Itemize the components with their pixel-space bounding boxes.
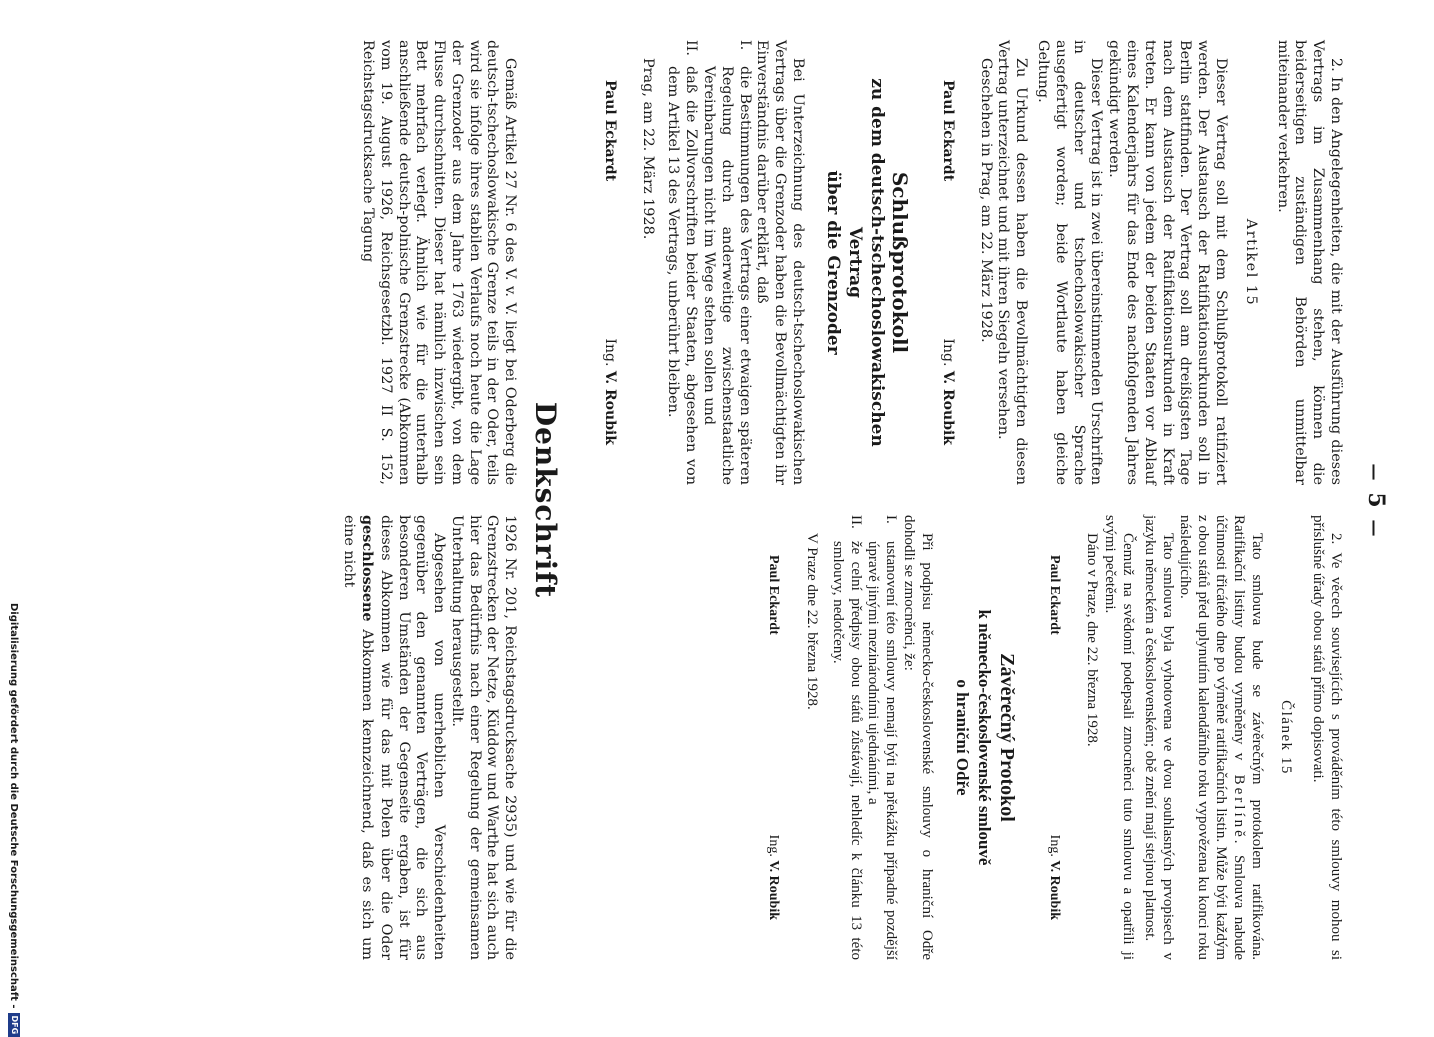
denkschrift-column-1 <box>339 40 518 485</box>
de-sig-name: V. Roubik <box>939 370 956 445</box>
cz-protocol-intro: Při podpisu německo-československé smlouvy o hraniční Odře dohodli se zmocněnci, že: <box>901 515 935 960</box>
cz-protocol-subtitle-1: k německo-československé smlouvě <box>974 609 994 866</box>
de-signature-eckardt: Paul Eckardt <box>939 80 956 182</box>
de-signature2-roubik <box>600 338 618 445</box>
de-protocol-item-1 <box>699 40 752 485</box>
cz-signature-roubik <box>1045 835 1063 920</box>
cz-sig2-prefix: Ing. <box>766 834 782 857</box>
denkschrift-col2-para2-bold: geschlossene <box>358 515 376 622</box>
de-sig2-name: V. Roubik <box>601 370 618 445</box>
de-witness-clause: Zu Urkund dessen haben die Bevollmächtigten diesen Vertrag unterzeichnet und mit ihren Siegeln versehen. <box>995 40 1030 485</box>
cz-item2-text: že celní předpisy obou států zůstávají, nehledíc k článku 13 této smlouvy, nedotčeny. <box>829 541 864 960</box>
de-protocol-subtitle-2: über die Grenzoder <box>823 170 844 355</box>
cz-signatures-2 <box>764 555 782 920</box>
cz-signature2-roubik <box>764 835 782 920</box>
cz-dated-2: V Praze dne 22. března 1928. <box>804 533 821 710</box>
de-item1-number: I. <box>736 40 753 51</box>
cz-protocol-subtitle-2: o hraniční Odře <box>952 679 972 796</box>
cz-art14-para2: 2. Ve věcech souvisejících s prováděním této smlouvy mohou si příslušné úřady obou států přímo dopisovati. <box>1310 515 1344 960</box>
de-protocol-title: Schlußprotokoll <box>888 171 913 354</box>
denkschrift-col2-para2-b: Abkommen kennzeichnend, daß es sich um eine nicht <box>341 515 375 960</box>
cz-signature-eckardt: Paul Eckardt <box>1046 555 1062 635</box>
page-number-dash-right: — <box>1364 519 1384 537</box>
cz-art15-para1-a: Tato smlouva bude se závěrečným protokolem ratifikována. Ratifikační listiny budou vyměněny <box>1230 515 1265 960</box>
cz-art15-city: v Berlíně. <box>1230 752 1247 847</box>
de-art14-para2: 2. In den Angelegenheiten, die mit der Ausführung dieses Vertrags im Zusammenhang stehen, können die beiderseitigen zuständigen Behörden unmittelbar miteinander verkehren. <box>1274 40 1344 485</box>
denkschrift-body <box>339 40 518 960</box>
de-protocol-intro: Bei Unterzeichnung des deutsch-tschechoslowakischen Vertrags über die Grenzoder haben die Bevollmächtigten ihr Einverständnis darüber erklärt, daß <box>754 40 807 485</box>
cz-protocol-item-1 <box>864 515 900 960</box>
de-signatures <box>938 80 956 445</box>
cz-item1-text: ustanovení této smlouvy nemají býti na překážku případné pozdější úpravě jinými mezinárodními ujednáními, a <box>865 541 900 960</box>
cz-art15-para2: Tato smlouva byla vyhotovena ve dvou souhlasných prvopisech v jazyku německém a československém; obě znění mají stejnou platnost. <box>1141 515 1176 960</box>
cz-witness-clause: Čemuž na svědomí podepsali zmocněnci tuto smlouvu a opatřili ji svými pečetěmi. <box>1102 515 1137 960</box>
document-page <box>110 0 1400 1000</box>
cz-item2-number: II. <box>847 515 864 529</box>
cz-art15-heading: Článek 15 <box>1278 700 1295 775</box>
page-number-value: 5 <box>1363 492 1389 508</box>
de-protocol-subtitle-1: zu dem deutsch-tschechoslowakischen Vertrag <box>845 78 888 447</box>
de-art15-para1: Dieser Vertrag soll mit dem Schlußprotokoll ratifiziert werden. Der Austausch der Ratifikationsurkunden soll in Berlin stattfinden. Der Vertrag soll am dreißigsten Tage nach dem Austausch der Ratifikationsurkunden in Kraft treten. Er kann von jedem der beiden Staaten vor Ablauf eines Kalenderjahrs für das Ende des nachfolgenden Jahres gekündigt werden. <box>1106 40 1230 485</box>
denkschrift-col2-para1: 1926 Nr. 201, Reichstagsdrucksache 2935) und wie für die Grenzstrecken der Netze, Küddow und Warthe hat sich auch hier das Bedürfnis nach einer Regelung der gemeinsamen Unterhaltung herausgestellt. <box>448 515 519 960</box>
de-signature-roubik <box>938 338 956 445</box>
cz-signature2-eckardt: Paul Eckardt <box>766 555 782 635</box>
cz-art15-para1 <box>1176 515 1265 960</box>
czech-column <box>576 515 1344 960</box>
cz-dated: Dáno v Praze, dne 22. března 1928. <box>1084 533 1101 747</box>
digitization-footer-text: Digitalisierung gefördert durch die Deutsche Forschungsgemeinschaft - <box>8 603 19 1009</box>
denkschrift-column-2 <box>339 515 518 960</box>
cz-signatures <box>1045 555 1063 920</box>
page-number <box>1354 40 1389 960</box>
de-item2-text: daß die Zollvorschriften beider Staaten, abgesehen von dem Artikel 13 des Vertrags, unberührt bleiben. <box>665 66 700 485</box>
dfg-logo: DFG <box>8 1013 20 1037</box>
cz-sig-prefix: Ing. <box>1046 834 1062 857</box>
cz-art15-para1-b: Smlouva nabude účinnosti třicátého dne po výměně ratifikačních listin. Může býti každým z obou států před uplynutím kalendářního roku vypovězena ku konci roku následujícího. <box>1177 515 1247 961</box>
de-dated-2: Prag, am 22. März 1928. <box>639 58 656 240</box>
de-item1-text: die Bestimmungen des Vertrags einer etwaigen späteren Regelung durch anderweitige zwischenstaatliche Vereinbarungen nicht im Wege stehen sollen und <box>701 66 753 485</box>
de-sig-prefix: Ing. <box>939 338 956 367</box>
cz-protocol-item-2 <box>828 515 864 960</box>
de-art15-para2: Dieser Vertrag ist in zwei übereinstimmenden Urschriften in deutscher und tschechoslowakischer Sprache ausgefertigt worden; beide Wortlaute haben gleiche Geltung. <box>1035 40 1105 485</box>
denkschrift-col1-para1: Gemäß Artikel 27 Nr. 6 des V. v. V. liegt bei Oderberg die deutsch-tschechoslowakische Grenze teils in der Oder, teils wird sie infolge ihres stabilen Verlaufs noch heute die Lage der Grenzoder aus dem Jahre 1763 wiedergibt, von dem Flusse durchschnitten. Dieser hat nämlich inzwischen sein Bett mehrfach verlegt. Ähnlich wie für die unterhalb anschließende deutsch-polnische Grenzstrecke (Abkommen vom 19. August 1926, Reichsgesetzbl. 1927 II S. 152, Reichstagsdrucksache Tagung <box>359 40 519 485</box>
german-column <box>576 40 1344 485</box>
parallel-columns <box>576 40 1344 960</box>
cz-sig2-name: V. Roubik <box>766 860 782 920</box>
denkschrift-title: Denkschrift <box>529 401 563 599</box>
de-item2-number: II. <box>683 40 700 56</box>
de-dated: Geschehen in Prag, am 22. März 1928. <box>977 58 994 343</box>
de-signatures-2 <box>600 80 618 445</box>
digitization-footer <box>0 603 20 1035</box>
digitization-footer-text-wrap <box>6 603 20 1035</box>
cz-protocol-title: Závěrečný Protokol <box>995 653 1018 822</box>
de-protocol-item-2 <box>664 40 700 485</box>
cz-sig-name: V. Roubik <box>1046 860 1062 920</box>
de-signature2-eckardt: Paul Eckardt <box>601 80 618 182</box>
de-art15-heading: Artikel 15 <box>1242 218 1259 307</box>
cz-item1-number: I. <box>883 515 900 524</box>
denkschrift-col2-para2-a: Abgesehen von unerheblichen Verschiedenheiten gegenüber den genannten Verträgen, die sich aus besonderen Umständen der Gegenseite ergaben, ist für dieses Abkommen wie für das mit Polen über die Oder <box>377 515 448 960</box>
de-sig2-prefix: Ing. <box>601 338 618 367</box>
page-number-dash-left: — <box>1364 463 1384 481</box>
denkschrift-col2-para2 <box>339 515 447 960</box>
